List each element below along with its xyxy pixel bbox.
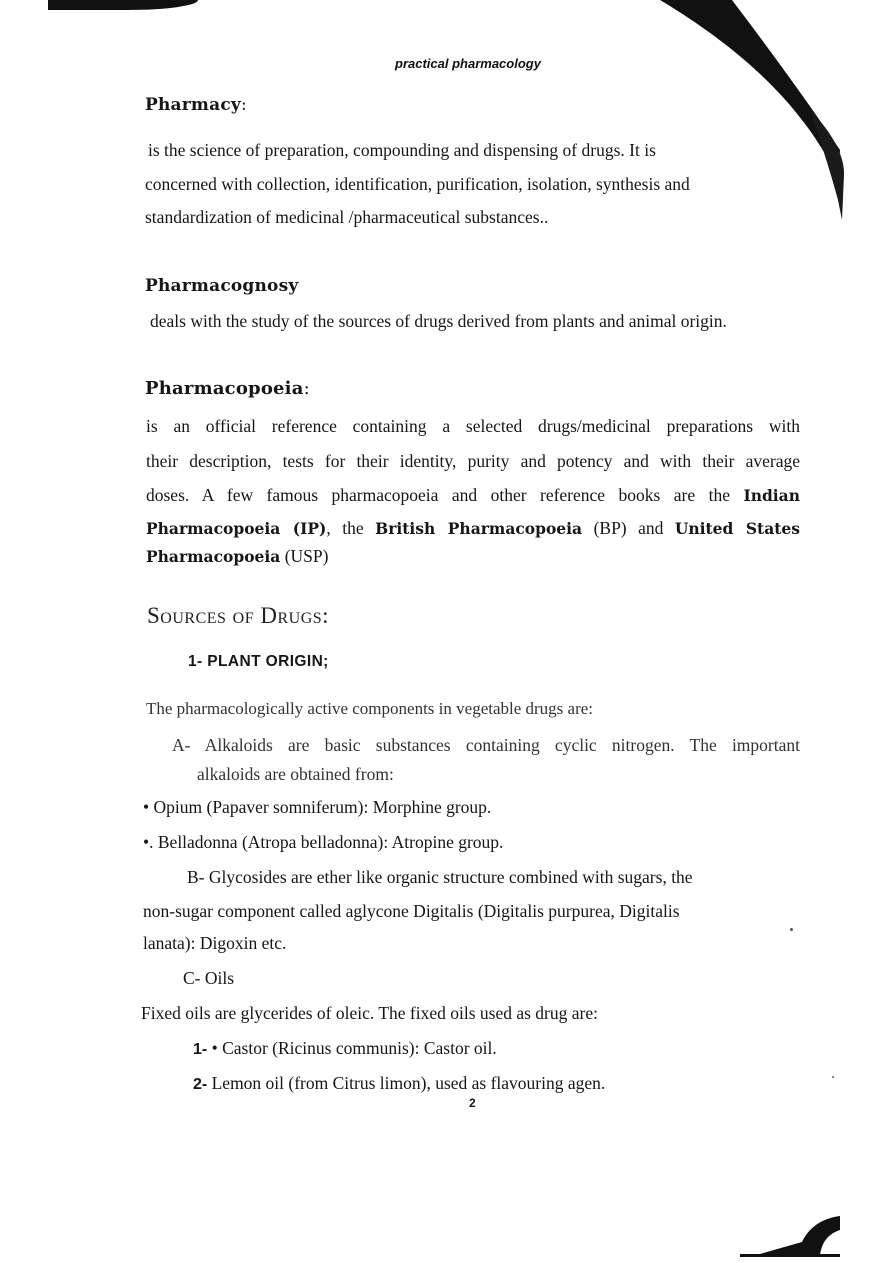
scan-shadow-corner	[660, 0, 893, 240]
glycosides-line-1: B- Glycosides are ether like organic structure combined with sugars, the	[187, 867, 693, 887]
glycosides-line-3: lanata): Digoxin etc.	[143, 933, 287, 953]
alkaloids-line-1: A- Alkaloids are basic substances containing cyclic nitrogen. The important	[172, 735, 800, 755]
pharmacopoeia-line-4-sep2: (BP) and	[593, 518, 664, 538]
british-pharmacopoeia-term: British Pharmacopoeia	[375, 519, 583, 538]
pharmacy-heading-text: Pharmacy	[145, 95, 241, 115]
pharmacy-line-3: standardization of medicinal /pharmaceutical substances..	[145, 207, 549, 227]
pharmacy-line-1: is the science of preparation, compounding and dispensing of drugs. It is	[148, 140, 656, 160]
pharmacopoeia-line-5	[146, 546, 328, 567]
indian-pharmacopoeia-term: Indian	[743, 486, 800, 505]
pharmacopoeia-heading-colon: :	[303, 378, 310, 399]
pharmacognosy-line: deals with the study of the sources of drugs derived from plants and animal origin.	[150, 311, 727, 331]
page-number: 2	[469, 1096, 476, 1110]
oil-item-number: 1-	[193, 1041, 208, 1058]
oil-item-castor	[193, 1038, 497, 1059]
pharmacopoeia-line-4	[146, 518, 800, 539]
pharmacopoeia-line-3-text: doses. A few famous pharmacopoeia and other reference books are the	[146, 485, 730, 505]
scan-shadow-top	[48, 0, 198, 10]
pharmacopoeia-line-3	[146, 485, 800, 506]
running-header: practical pharmacology	[395, 56, 541, 71]
oil-item-text: Lemon oil (from Citrus limon), used as flavouring agen.	[211, 1073, 606, 1093]
glycosides-line-2: non-sugar component called aglycone Digitalis (Digitalis purpurea, Digitalis	[143, 901, 680, 921]
oils-heading: C- Oils	[183, 968, 235, 988]
pharmacopoeia-line-1: is an official reference containing a selected drugs/medicinal preparations with	[146, 416, 800, 436]
oil-item-number: 2-	[193, 1076, 208, 1093]
bullet-belladonna: •. Belladonna (Atropa belladonna): Atropine group.	[143, 832, 504, 852]
sources-of-drugs-title: Sources of Drugs:	[147, 603, 330, 628]
ip-term: Pharmacopoeia (IP)	[146, 519, 327, 538]
pharmacopoeia-line-5-text: (USP)	[284, 546, 329, 566]
bullet-opium: • Opium (Papaver somniferum): Morphine group.	[143, 797, 492, 817]
pharmacopoeia-line-4-sep1: , the	[326, 518, 364, 538]
fixed-oils-line: Fixed oils are glycerides of oleic. The fixed oils used as drug are:	[141, 1003, 598, 1023]
scan-shadow-bottom	[740, 1210, 893, 1263]
speck	[832, 1076, 834, 1078]
pharmacy-line-2: concerned with collection, identification, purification, isolation, synthesis and	[145, 174, 690, 194]
usp-term: Pharmacopoeia	[146, 547, 281, 566]
pharmacy-heading	[145, 95, 247, 115]
oil-item-text: • Castor (Ricinus communis): Castor oil.	[211, 1038, 497, 1058]
pharmacognosy-heading: Pharmacognosy	[145, 276, 299, 296]
pharmacopoeia-line-2: their description, tests for their identity, purity and potency and with their average	[146, 451, 800, 471]
oil-item-lemon	[193, 1073, 605, 1094]
pharmacopoeia-heading-text: Pharmacopoeia	[145, 378, 304, 399]
plant-origin-heading: 1- PLANT ORIGIN;	[188, 653, 329, 670]
pharmacy-heading-colon: :	[240, 95, 247, 115]
active-components-intro: The pharmacologically active components in vegetable drugs are:	[146, 699, 594, 718]
alkaloids-line-2: alkaloids are obtained from:	[197, 764, 394, 784]
pharmacopoeia-heading	[145, 378, 310, 399]
united-states-term: United States	[674, 519, 801, 538]
speck	[790, 928, 793, 931]
